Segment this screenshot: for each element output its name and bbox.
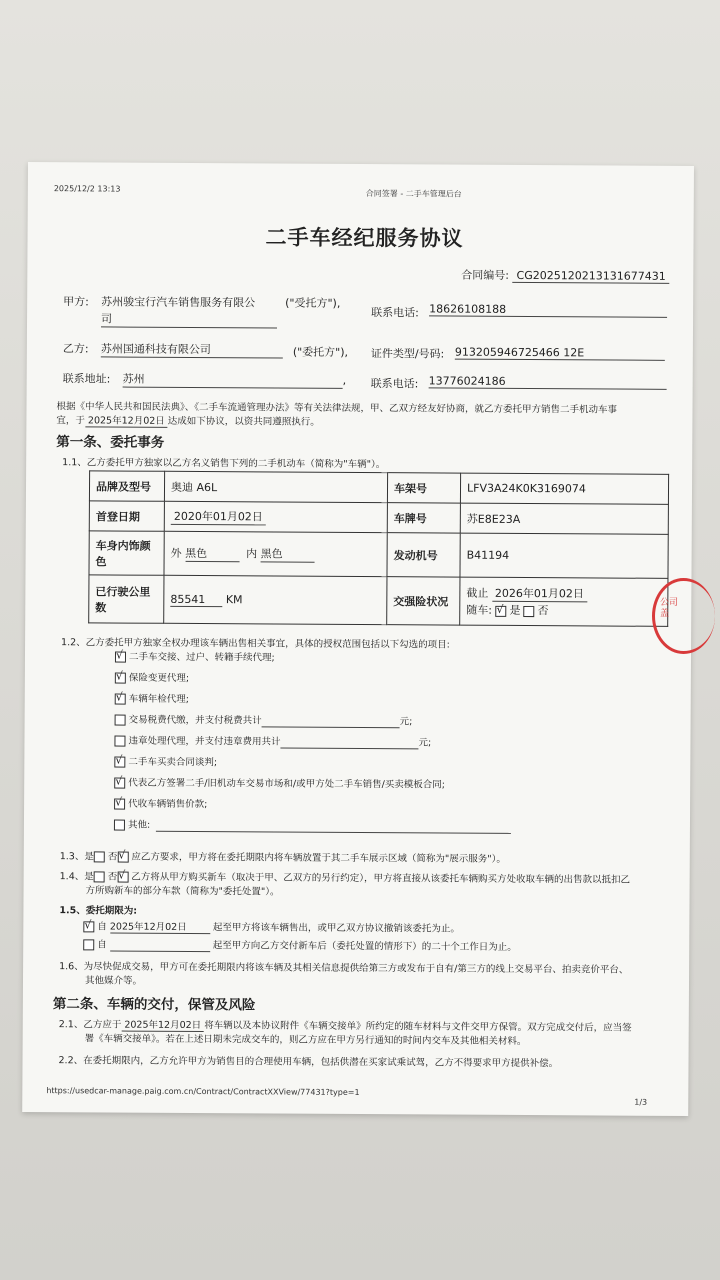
contract-page: [22, 162, 694, 1116]
address-value: 苏州 ,: [122, 372, 347, 387]
party-a-name-line1: 苏州骏宝行汽车销售服务有限公: [101, 295, 256, 310]
option-item: 违章处理代理，并支付违章费用共计 元;: [114, 733, 511, 756]
option-checkbox: [115, 673, 126, 684]
insurance-label: 交强险状况: [387, 577, 460, 625]
option-item: √代表乙方签署二手/旧机动车交易市场和/或甲方处二手车销售/买卖模板合同;: [114, 775, 511, 798]
clause-1-6-line1: 1.6、为尽快促成交易，甲方可在委托期限内将该车辆及其相关信息提供给第三方或发布于自有/第三方的线上交易平台、拍卖竞价平台、: [59, 961, 629, 976]
option-list: [114, 649, 512, 840]
option-checkbox: [114, 757, 125, 768]
page-number: 1/3: [634, 1097, 648, 1107]
brand-label: 品牌及型号: [89, 471, 164, 501]
party-a-phone-label: 联系电话:: [371, 306, 419, 320]
party-a-name-line2: 司: [101, 310, 277, 328]
color-label: 车身内饰颜 色: [89, 531, 164, 575]
clause-2-1-line2: 署《车辆交接单》。若在上述日期未完成交车的，则乙方应在甲方另行通知的时间内交车及其他相关材料。: [84, 1033, 527, 1048]
company-seal-text: 公司盖: [660, 598, 679, 619]
option-item: √代收车辆销售价款;: [114, 796, 511, 819]
option-checkbox: [114, 778, 125, 789]
vin-value: LFV3A24K0K3169074: [460, 473, 668, 504]
option-checkbox: [115, 715, 126, 726]
clause-1-5-option-b: 自 起至甲方向乙方交付新车后（委托处置的情形下）的二十个工作日为止。: [83, 936, 517, 954]
option-checkbox: [114, 736, 125, 747]
plate-value: 苏E8E23A: [460, 503, 668, 534]
mileage-value: 85541 KM: [164, 575, 387, 624]
plate-label: 车牌号: [387, 503, 460, 533]
clause-1-5-option-a: √自 2025年12月02日 起至甲方将该车辆售出，或甲乙双方协议撤销该委托为止。: [83, 918, 460, 935]
reg-date-value: 2020年01月02日: [164, 501, 387, 532]
option-item: √二手车买卖合同谈判;: [114, 754, 511, 777]
party-b-role: ("委托方"),: [292, 345, 349, 359]
party-a-phone: 18626108188: [429, 302, 667, 317]
section-1-title: 第一条、委托事务: [56, 434, 165, 451]
clause-1-4: 1.4、是 否√ 乙方将从甲方购买新车（取决于甲、乙双方的另行约定），甲方将直接从该委托车辆购买方处收取车辆的出售款以抵扣乙: [60, 868, 630, 885]
party-b-label: 乙方:: [62, 342, 89, 356]
clause-1-6-line2: 其他媒介等。: [84, 975, 143, 987]
party-a-role: ("受托方"),: [285, 296, 341, 310]
reg-date-label: 首登日期: [89, 501, 164, 531]
clause-1-2: 1.2、乙方委托甲方独家全权办理该车辆出售相关事宜，具体的授权范围包括以下勾选的项目:: [61, 637, 450, 651]
id-number: 913205946725466 12E: [455, 346, 665, 361]
vehicle-info-table: [88, 470, 669, 627]
option-checkbox: [114, 820, 125, 831]
site-title: 合同签署 - 二手车管理后台: [365, 189, 462, 199]
clause-1-4-line2: 方所购新车的部分车款（简称为"委托处置"）。: [85, 885, 280, 898]
mileage-label: 已行驶公里 数: [89, 575, 164, 623]
intro-line-1: 根据《中华人民共和国民法典》、《二手车流通管理办法》等有关法律法规，甲、乙双方经友好协商，就乙方委托甲方销售二手机动车事: [56, 401, 618, 416]
party-b-phone: 13776024186: [429, 374, 667, 389]
party-b-phone-label: 联系电话:: [370, 377, 419, 391]
clause-2-1-line1: 2.1、乙方应于 2025年12月02日 将车辆以及本协议附件《车辆交接单》所约定的随车材料与文件交甲方保管。双方完成交付后，应当签: [59, 1016, 632, 1034]
footer-url: https://usedcar-manage.paig.com.cn/Contract/ContractXXView/77431?type=1: [46, 1086, 360, 1098]
document-title: 二手车经纪服务协议: [265, 225, 464, 251]
vin-label: 车架号: [387, 473, 460, 503]
engine-value: B41194: [460, 533, 668, 578]
insurance-no-checkbox: [523, 606, 534, 617]
party-a-label: 甲方:: [63, 295, 89, 309]
section-2-title: 第二条、车辆的交付，保管及风险: [52, 996, 256, 1014]
insurance-yes-checkbox: [495, 605, 506, 616]
id-type-label: 证件类型/号码:: [370, 347, 445, 361]
contract-number: [461, 267, 670, 284]
brand-value: 奥迪 A6L: [164, 471, 387, 502]
clause-1-3: 1.3、是 否√ 应乙方要求，甲方将在委托期限内将车辆放置于其二手车展示区域（简称为"展示服务"）。: [60, 848, 506, 865]
contract-number-label: 合同编号:: [461, 268, 510, 282]
option-item: √二手车交接、过户、转籍手续代理;: [115, 649, 512, 672]
option-checkbox: [114, 799, 125, 810]
clause-2-2: 2.2、在委托期限内，乙方允许甲方为销售目的合理使用车辆，包括供潜在买家试乘试驾，乙方不得要求甲方提供补偿。: [58, 1055, 559, 1070]
insurance-value: 截止 2026年01月02日 随车: √ 是 否: [460, 577, 668, 626]
print-time: 2025/12/2 13:13: [53, 184, 121, 194]
party-b-name: 苏州国通科技有限公司: [101, 340, 283, 358]
contract-number-value: CG2025120213131677431: [512, 269, 669, 284]
option-checkbox: [115, 694, 126, 705]
intro-line-2: 宜，于 2025年12月02日 达成如下协议，以资共同遵照执行。: [56, 412, 319, 429]
option-item: √保险变更代理;: [115, 670, 512, 693]
option-checkbox: [115, 652, 126, 663]
engine-label: 发动机号: [387, 533, 460, 577]
option-item: √车辆年检代理;: [115, 691, 512, 714]
clause-1-1: 1.1、乙方委托甲方独家以乙方名义销售下列的二手机动车（简称为"车辆"）。: [62, 457, 386, 471]
option-item: 交易税费代缴，并支付税费共计 元;: [115, 712, 512, 735]
option-item: 其他:: [114, 817, 511, 840]
address-label: 联系地址:: [62, 372, 111, 386]
color-value: 外 黑色 内 黑色: [164, 531, 387, 576]
clause-1-5-title: 1.5、委托期限为:: [59, 905, 138, 917]
